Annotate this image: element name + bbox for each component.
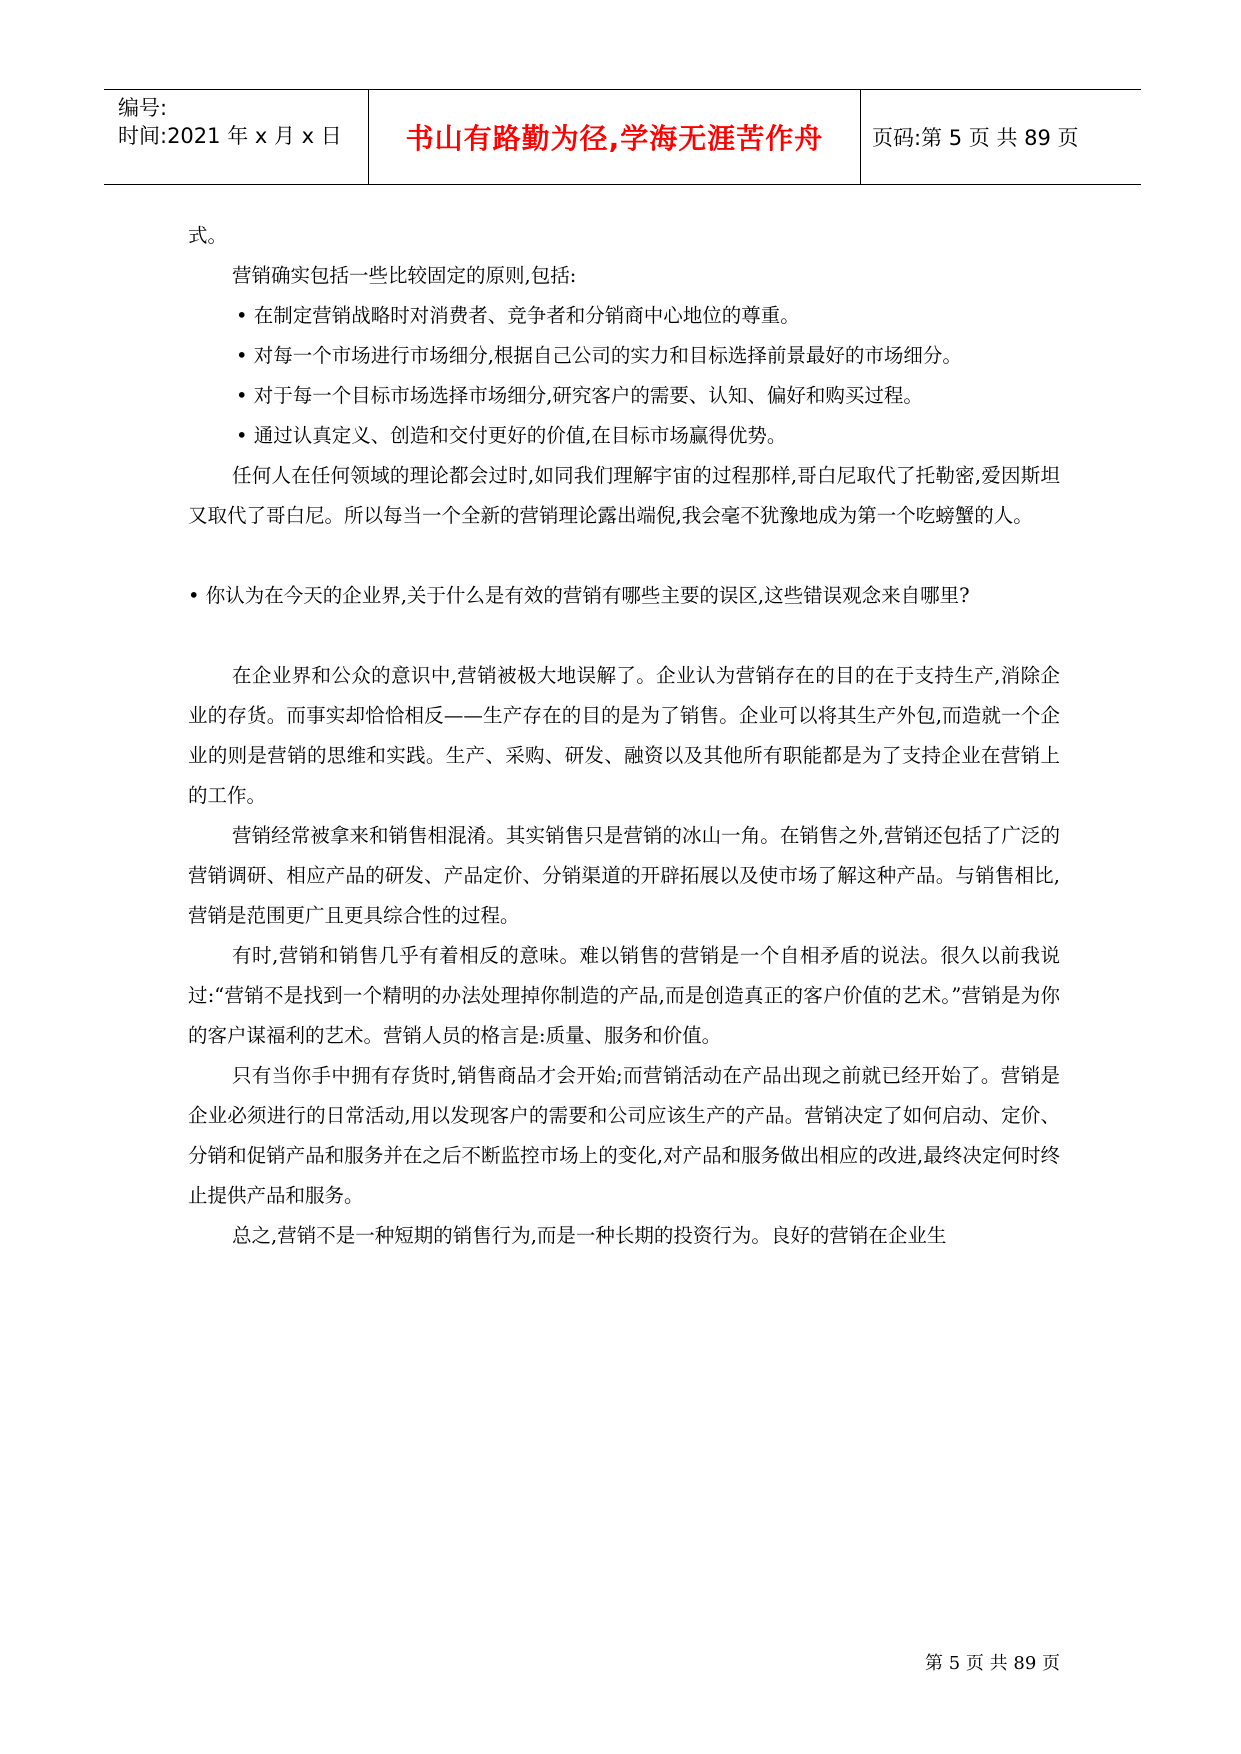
page-header — [104, 89, 1141, 185]
question-heading: • 你认为在今天的企业界,关于什么是有效的营销有哪些主要的误区,这些错误观念来自哪里? — [188, 584, 970, 607]
document-time-label: 时间:2021 年 x 月 x 日 — [118, 124, 342, 148]
header-divider — [860, 90, 861, 184]
bullet-item: • 在制定营销战略时对消费者、竞争者和分销商中心地位的尊重。 — [236, 304, 800, 327]
paragraph: 任何人在任何领域的理论都会过时,如同我们理解宇宙的过程那样,哥白尼取代了托勒密,爱因斯坦又取代了哥白尼。所以每当一个全新的营销理论露出端倪,我会毫不犹豫地成为第一个吃螃蟹的人。 — [188, 464, 1060, 527]
paragraph: 营销确实包括一些比较固定的原则,包括: — [232, 264, 577, 287]
header-motto: 书山有路勤为径,学海无涯苦作舟 — [405, 122, 824, 155]
paragraph: 营销经常被拿来和销售相混淆。其实销售只是营销的冰山一角。在销售之外,营销还包括了广泛的营销调研、相应产品的研发、产品定价、分销渠道的开辟拓展以及使市场了解这种产品。与销售相比,营销是范围更广且更具综合性的过程。 — [188, 824, 1060, 927]
spacer — [188, 536, 1060, 576]
header-meta — [118, 94, 342, 150]
bullet-item: • 对于每一个目标市场选择市场细分,研究客户的需要、认知、偏好和购买过程。 — [236, 384, 923, 407]
paragraph: 在企业界和公众的意识中,营销被极大地误解了。企业认为营销存在的目的在于支持生产,消除企业的存货。而事实却恰恰相反——生产存在的目的是为了销售。企业可以将其生产外包,而造就一个企业的则是营销的思维和实践。生产、采购、研发、融资以及其他所有职能都是为了支持企业在营销上的工作。 — [188, 664, 1060, 807]
page-footer: 第 5 页 共 89 页 — [925, 1653, 1060, 1674]
document-number-label: 编号: — [118, 96, 168, 120]
spacer — [188, 616, 1060, 656]
document-body — [188, 216, 1060, 1256]
bullet-item: • 对每一个市场进行市场细分,根据自己公司的实力和目标选择前景最好的市场细分。 — [236, 344, 962, 367]
paragraph: 有时,营销和销售几乎有着相反的意味。难以销售的营销是一个自相矛盾的说法。很久以前我说过:“营销不是找到一个精明的办法处理掉你制造的产品,而是创造真正的客户价值的艺术。”营销是为你的客户谋福利的艺术。营销人员的格言是:质量、服务和价值。 — [188, 944, 1060, 1047]
header-page-number: 页码:第 5 页 共 89 页 — [872, 126, 1079, 150]
bullet-item: • 通过认真定义、创造和交付更好的价值,在目标市场赢得优势。 — [236, 424, 787, 447]
paragraph: 式。 — [188, 224, 228, 247]
paragraph: 只有当你手中拥有存货时,销售商品才会开始;而营销活动在产品出现之前就已经开始了。营销是企业必须进行的日常活动,用以发现客户的需要和公司应该生产的产品。营销决定了如何启动、定价、分销和促销产品和服务并在之后不断监控市场上的变化,对产品和服务做出相应的改进,最终决定何时终止提供产品和服务。 — [188, 1064, 1060, 1207]
paragraph: 总之,营销不是一种短期的销售行为,而是一种长期的投资行为。良好的营销在企业生 — [232, 1224, 947, 1247]
